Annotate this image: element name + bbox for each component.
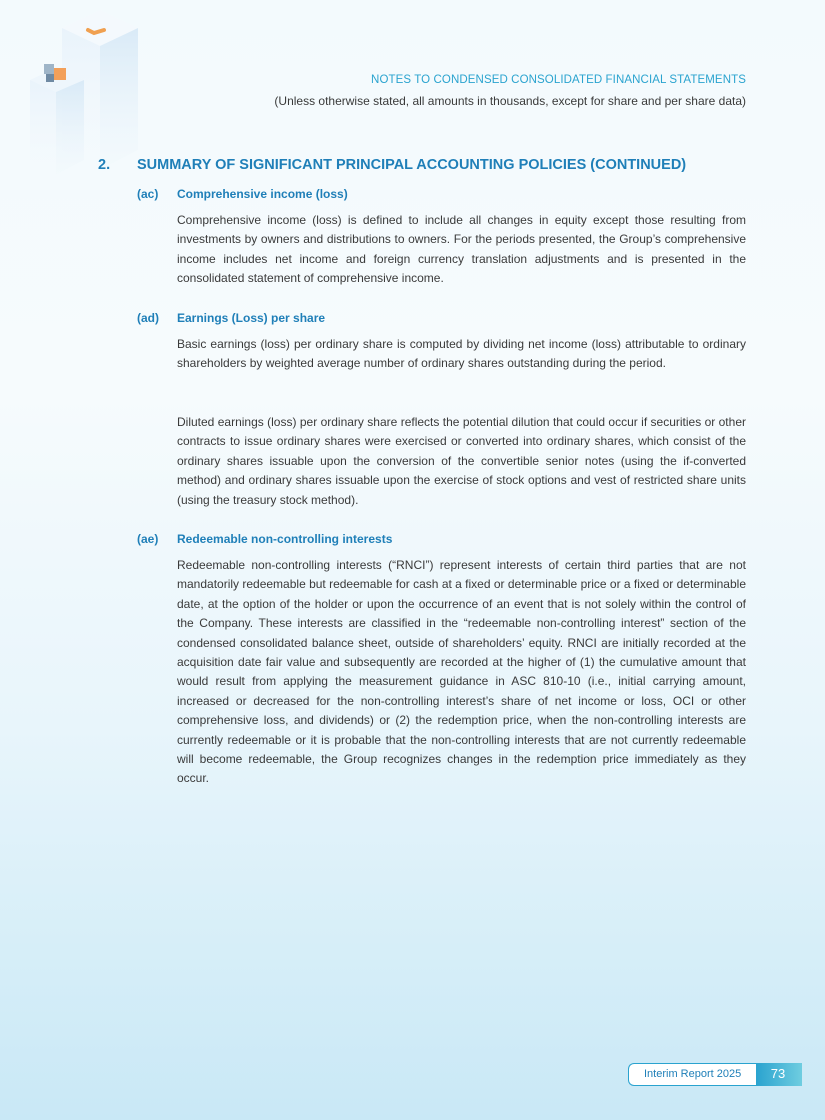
subsection-label-ae: (ae) <box>137 532 159 546</box>
paragraph-diluted-eps: Diluted earnings (loss) per ordinary share reflects the potential dilution that could occur if securities or other contracts to issue ordinary shares were exercised or converted into ordinary shares, which consist of the ordinary shares issuable upon the conversion of the convertible senior notes (using the if-converted method) and ordinary shares issuable upon the exercise of stock options and vest of restricted share units (using the treasury stock method). <box>177 415 746 507</box>
paragraph-basic-eps: Basic earnings (loss) per ordinary share is computed by dividing net income (loss) attributable to ordinary shareholders by weighted average number of ordinary shares outstanding during the period. <box>177 337 746 371</box>
running-header-subtitle: (Unless otherwise stated, all amounts in thousands, except for share and per share data) <box>274 94 746 108</box>
subsection-label-ac: (ac) <box>137 187 159 201</box>
subsection-title-comprehensive-income: Comprehensive income (loss) <box>177 187 348 201</box>
subsection-title-rnci: Redeemable non-controlling interests <box>177 532 393 546</box>
section-number: 2. <box>98 157 111 173</box>
decorative-cube-illustration <box>0 0 160 180</box>
subsection-title-earnings-per-share: Earnings (Loss) per share <box>177 311 326 325</box>
paragraph-rnci: Redeemable non-controlling interests (“RNCI”) represent interests of certain third parties that are not mandatorily redeemable but redeemable for cash at a fixed or determinable price or a fixed or determinable date, at the option of the holder or upon the occurrence of an event that is not solely within the control of the Company. These interests are classified in the “redeemable non-controlling interest” section of the condensed consolidated balance sheet, outside of shareholders’ equity. RNCI are initially recorded at the acquisition date fair value and subsequently are recorded at the higher of (1) the cumulative amount that would result from applying the measurement guidance in ASC 810-10 (i.e., initial carrying amount, increased or decreased for the non-controlling interest’s share of net income or loss, OCI or other comprehensive loss, and dividends) or (2) the redemption price, when the non-controlling interests are currently redeemable or it is probable that the non-controlling interests that are not currently redeemable will become redeemable, the Group recognizes changes in the redemption price immediately as they occur. <box>177 558 746 786</box>
section-title: SUMMARY OF SIGNIFICANT PRINCIPAL ACCOUNTING POLICIES (CONTINUED) <box>137 157 687 173</box>
page-number: 73 <box>770 1066 786 1081</box>
running-header-title: NOTES TO CONDENSED CONSOLIDATED FINANCIAL STATEMENTS <box>371 74 746 86</box>
paragraph-comprehensive-income: Comprehensive income (loss) is defined to include all changes in equity except those resulting from investments by owners and distributions to owners. For the periods presented, the Group’s comprehensive income includes net income and foreign currency translation adjustments and is presented in the consolidated statement of comprehensive income. <box>177 213 746 286</box>
footer-report-label: Interim Report 2025 <box>644 1068 742 1080</box>
subsection-label-ad: (ad) <box>137 311 159 325</box>
